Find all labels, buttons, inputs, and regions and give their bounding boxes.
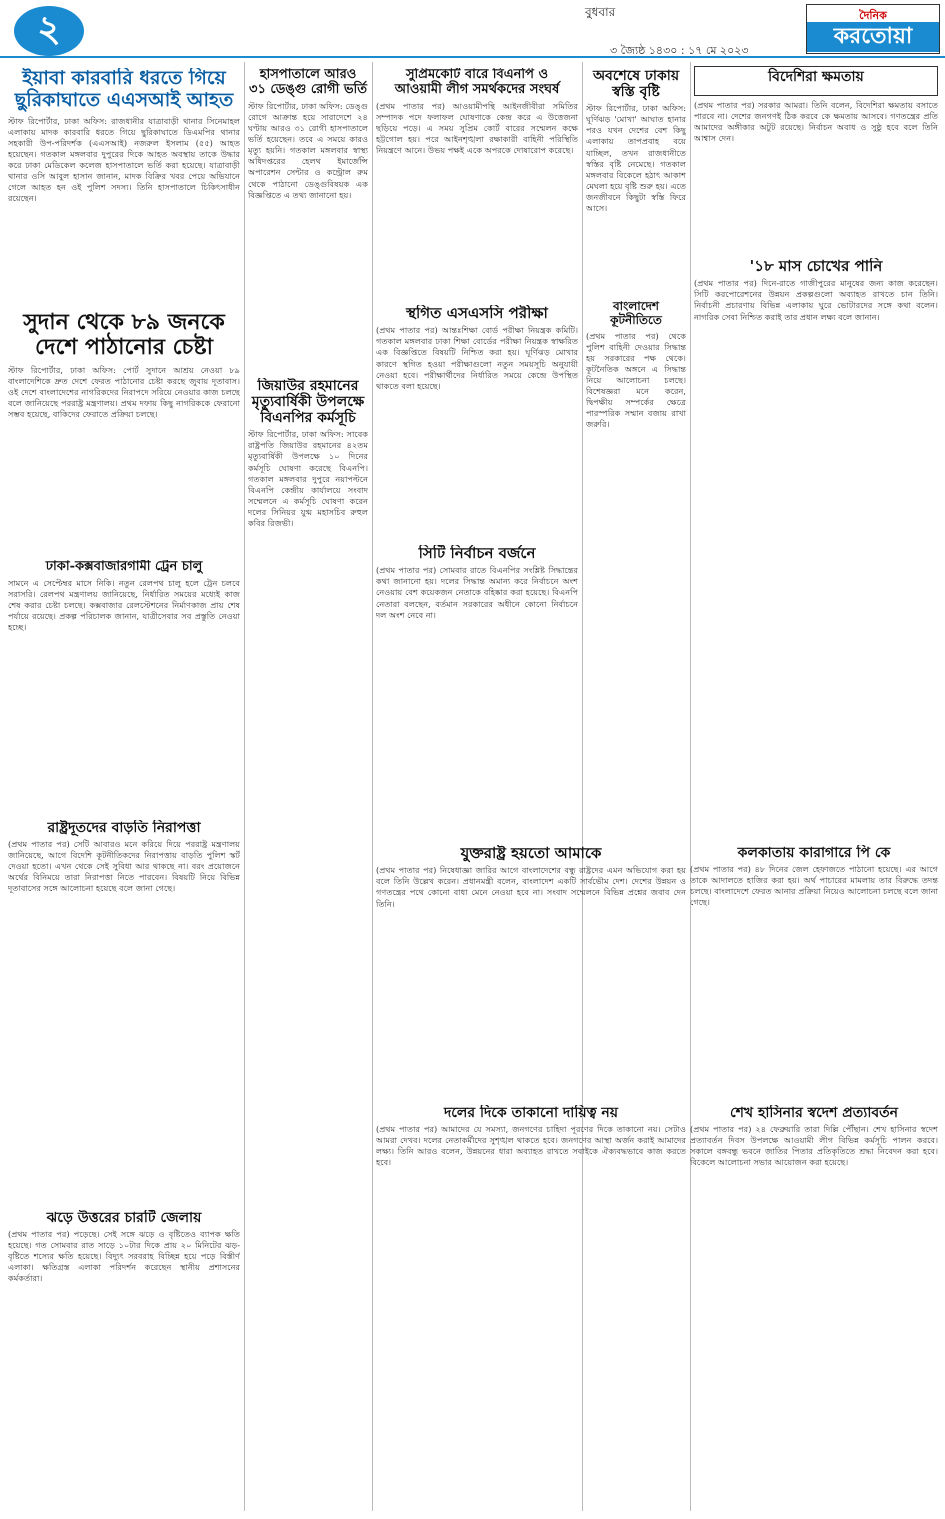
story-body: স্টাফ রিপোর্টার, ঢাকা অফিস: রাজধানীর যাত্রাবাড়ী থানার সিনেমাহল এলাকায় মাদক কারবারি ধরতে গিয়ে ছুরিকাঘাতে ডিএমপির থানার সহকারী উপ-পরিদর্শক (এএসআই) নজরুল ইসলাম (৫৫) আহত হয়েছেন। গতকাল মঙ্গলবার দুপুরের দিকে আহত অবস্থায় তাকে উদ্ধার করে ঢাকা মেডিকেল কলেজ হাসপাতালে ভর্তি করা হয়েছে। যাত্রাবাড়ী থানার ওসি আবুল হাসান জানান, মাদক বিক্রির খবর পেয়ে অভিযানে গেলে আহত হন ওই পুলিশ সদস্য। তিনি হাসপাতালে চিকিৎসাধীন রয়েছেন।: [8, 115, 240, 204]
headline: সিটি নির্বাচন বর্জনে: [418, 545, 536, 562]
story-body: (প্রথম পাতার পর) দিনে-রাতে গাজীপুরের মানুষের জন্য কাজ করেছেন। সিটি করপোরেশনের উন্নয়ন প্রকল্পগুলো অব্যাহত রাখতে চান তিনি। নির্বাচনী প্রচারণায় বিভিন্ন এলাকায় ঘুরে ভোটারদের সঙ্গে কথা বলেন। নাগরিক সেবা নিশ্চিত করাই তার প্রধান লক্ষ্য বলে জানান।: [694, 278, 938, 322]
logo-name: করতোয়া: [807, 22, 939, 52]
story-supreme: [376, 68, 578, 298]
story-embassy: [8, 820, 240, 1200]
headline: '১৮ মাস চোখের পানি: [749, 258, 883, 275]
story-cyclone: [8, 1210, 240, 1510]
story-hasina-return: [690, 1105, 938, 1510]
headline: জিয়াউর রহমানের মৃত্যুবার্ষিকী উপলক্ষে বিএনপির কর্মসূচি: [251, 378, 365, 427]
story-body: স্টাফ রিপোর্টার, ঢাকা অফিস: পোর্ট সুদানে আশ্রয় নেওয়া ৮৯ বাংলাদেশিকে দ্রুত দেশে ফেরত পাঠানোর চেষ্টা করছে জুবায় দূতাবাস। ওই দেশে বাংলাদেশের নাগরিকদের নিরাপদে সরিয়ে নেওয়ার কাজ চলছে বলে জানিয়েছে পররাষ্ট্র মন্ত্রণালয়। প্রথম দফায় কিছু নাগরিককে ফেরানো সম্ভব হয়েছে, বাকিদের ফেরাতে প্রক্রিয়া চলছে।: [8, 364, 240, 419]
story-body: (প্রথম পাতার পর) আমাদের যে সমস্যা, জনগণের চাহিদা পূরণের দিকে তাকানো নয়। সেটাও আমরা দেখব। দলের নেতাকর্মীদের সুশৃঙ্খল থাকতে হবে। জনগণের আস্থা অর্জন করাই আমাদের লক্ষ্য। তিনি আরও বলেন, উন্নয়নের ধারা অব্যাহত রাখতে সবাইকে ঐক্যবদ্ধভাবে কাজ করতে হবে।: [376, 1124, 686, 1168]
story-abroad: [694, 100, 938, 250]
story-zia: [248, 378, 368, 798]
headline: রাষ্ট্রদূতদের বাড়তি নিরাপত্তা: [47, 820, 201, 836]
story-city: [376, 545, 578, 835]
dateline: ৩ জ্যৈষ্ঠ ১৪৩০ : ১৭ মে ২০২৩: [610, 44, 749, 57]
story-body: স্টাফ রিপোর্টার, ঢাকা অফিস: সাবেক রাষ্ট্রপতি জিয়াউর রহমানের ৪২তম মৃত্যুবার্ষিকী উপলক্ষে ১০ দিনের কর্মসূচি ঘোষণা করেছে বিএনপি। গতকাল মঙ্গলবার দুপুরে নয়াপল্টনে বিএনপি কেন্দ্রীয় কার্যালয়ে সংবাদ সম্মেলনে এ কর্মসূচি ঘোষণা করেন দলের সিনিয়র যুগ্ম মহাসচিব রুহুল কবির রিজভী।: [248, 429, 368, 529]
story-kolkata: [690, 845, 938, 1095]
story-body: (প্রথম পাতার পর) নিষেধাজ্ঞা জারির আগে বাংলাদেশের বন্ধু রাষ্ট্রদের এমন অভিযোগ করা হয় বলে তিনি উল্লেখ করেন। প্রধানমন্ত্রী বলেন, বাংলাদেশ একটি সার্বভৌম দেশ। দেশের উন্নয়ন ও গণতন্ত্রের পথে কোনো বাধা মেনে নেওয়া হবে না। সংবাদ সম্মেলনে বিভিন্ন প্রশ্নের জবাব দেন তিনি।: [376, 865, 686, 909]
story-body: সামনে এ সেপ্টেম্বর মাসে নিকি। নতুন রেলপথ চালু হলে ট্রেন চলবে সরাসরি। রেলপথ মন্ত্রণালয় জানিয়েছে, নির্ধারিত সময়ের মধ্যেই কাজ শেষ করার চেষ্টা চলছে। কক্সবাজার রেলস্টেশনের নির্মাণকাজ প্রায় শেষ পর্যায়ে রয়েছে। প্রকল্প পরিচালক জানান, যাত্রীসেবার সব প্রস্তুতি নেওয়া হচ্ছে।: [8, 577, 240, 633]
story-usa: [376, 845, 686, 1095]
story-body: (প্রথম পাতার পর) ২৪ ফেব্রুয়ারি তারা দিল্লি পৌঁছান। শেখ হাসিনার স্বদেশ প্রত্যাবর্তন দিবস উপলক্ষে আওয়ামী লীগ বিভিন্ন কর্মসূচি পালন করবে। সকালে বঙ্গবন্ধু ভবনে জাতির পিতার প্রতিকৃতিতে শ্রদ্ধা নিবেদন করা হবে। বিকেলে আলোচনা সভার আয়োজন করা হয়েছে।: [690, 1124, 938, 1168]
headline: সুদান থেকে ৮৯ জনকে দেশে পাঠানোর চেষ্টা: [23, 310, 225, 361]
story-body: (প্রথম পাতার পর) সোমবার রাতে বিএনপির সংশ্লিষ্ট সিদ্ধান্তের কথা জানানো হয়। দলের সিদ্ধান্ত অমান্য করে নির্বাচনে অংশ নেওয়ায় বেশ কয়েকজন নেতাকে বহিষ্কার করা হয়েছে। বিএনপি নেতারা বলছেন, বর্তমান সরকারের অধীনে কোনো নির্বাচনে দল অংশ নেবে না।: [376, 565, 578, 620]
logo-small-text: দৈনিক: [859, 9, 887, 22]
story-body: স্টাফ রিপোর্টার, ঢাকা অফিস: ডেঙ্গু রোগে আক্রান্ত হয়ে সারাদেশে ২৪ ঘণ্টায় আরও ৩১ রোগী হাসপাতালে ভর্তি হয়েছেন। তবে এ সময়ে কারও মৃত্যু হয়নি। গতকাল মঙ্গলবার স্বাস্থ্য অধিদপ্তরের হেলথ ইমার্জেন্সি অপারেশন সেন্টার ও কন্ট্রোল রুম থেকে পাঠানো ডেঙ্গুবিষয়ক এক বিজ্ঞপ্তিতে এ তথ্য জানানো হয়।: [248, 100, 368, 200]
story-dhaka-rain: [586, 68, 686, 288]
headline: হাসপাতালে আরও ৩১ ডেঙ্গু রোগী ভর্তি: [249, 68, 367, 97]
story-body: (প্রথম পাতার পর) পড়েছে। সেই সঙ্গে ঝড়ে ও বৃষ্টিতেও ব্যাপক ক্ষতি হয়েছে। গত সোমবার রাত সাড়ে ১০টার দিকে প্রায় ২০ মিনিটের ঝড়-বৃষ্টিতে শস্যের ক্ষতি হয়েছে। বিদ্যুৎ সরবরাহ বিচ্ছিন্ন হয়ে পড়ে বিস্তীর্ণ এলাকা। ক্ষতিগ্রস্ত এলাকা পরিদর্শন করেছেন স্থানীয় প্রশাসনের কর্মকর্তারা।: [8, 1229, 240, 1284]
story-kurigram: [8, 560, 240, 810]
story-dengue: [248, 68, 368, 368]
headline: স্থগিত এসএসসি পরীক্ষা: [406, 305, 548, 322]
headline: বিদেশিরা ক্ষমতায়: [768, 69, 864, 85]
headline: সুপ্রিমকোর্ট বারে বিএনপি ও আওয়ামী লীগ সমর্থকদের সংঘর্ষ: [394, 68, 560, 97]
headline: শেখ হাসিনার স্বদেশ প্রত্যাবর্তন: [729, 1105, 899, 1121]
masthead: [0, 0, 945, 62]
column-divider: [372, 62, 373, 1511]
story-body: (প্রথম পাতার পর) আওয়ামীপন্থি আইনজীবীরা সমিতির সম্পাদক পদে ফলাফল ঘোষণাকে কেন্দ্র করে এ উত্তেজনা ছড়িয়ে পড়ে। এ সময় সুপ্রিম কোর্ট বারের সম্মেলন কক্ষে হট্টগোল হয়। পরে আইনশৃঙ্খলা রক্ষাকারী বাহিনী পরিস্থিতি নিয়ন্ত্রণে আনে। উভয় পক্ষই একে অপরকে দোষারোপ করেছে।: [376, 100, 578, 156]
weekday: বুধবার: [585, 5, 616, 19]
story-sudan: [8, 310, 240, 550]
story-body: (প্রথম পাতার পর) ৪৮ দিনের জেল হেফাজতে পাঠানো হয়েছে। এর আগে তাকে আদালতে হাজির করা হয়। অর্থ পাচারের মামলায় তার বিরুদ্ধে তদন্ত চলছে। বাংলাদেশে ফেরত আনার প্রক্রিয়া নিয়েও আলোচনা চলছে বলে জানা গেছে।: [690, 864, 938, 908]
headline: ঝড়ে উত্তরের চারটি জেলায়: [46, 1210, 202, 1226]
story-party: [376, 1105, 686, 1510]
story-eyes: [694, 258, 938, 838]
story-body: (প্রথম পাতার পর) আন্তঃশিক্ষা বোর্ড পরীক্ষা নিয়ন্ত্রক কমিটি। গতকাল মঙ্গলবার ঢাকা শিক্ষা বোর্ডের পরীক্ষা নিয়ন্ত্রক স্বাক্ষরিত এক বিজ্ঞপ্তিতে বিষয়টি নিশ্চিত করা হয়। ঘূর্ণিঝড় মোখার কারণে স্থগিত হওয়া পরীক্ষাগুলো নতুন সময়সূচি অনুযায়ী নেওয়া হবে। পরীক্ষার্থীদের নির্ধারিত সময়ে কেন্দ্রে উপস্থিত থাকতে বলা হয়েছে।: [376, 325, 578, 391]
story-yaba: [8, 68, 240, 308]
story-body: (প্রথম পাতার পর) সেটি আবারও মনে করিয়ে দিয়ে পররাষ্ট্র মন্ত্রণালয় জানিয়েছে, আগে বিদেশি কূটনীতিকদের নিরাপত্তায় বাড়তি পুলিশ স্কর্ট দেওয়া হতো। এখন থেকে সেই সুবিধা আর থাকছে না। বরং প্রয়োজনে অর্থের বিনিময়ে তারা নিরাপত্তা নিতে পারবেন। বিষয়টি নিয়ে বিভিন্ন দূতাবাসের সঙ্গে আলোচনা হয়েছে বলে জানা গেছে।: [8, 839, 240, 894]
headline: ইয়াবা কারবারি ধরতে গিয়ে ছুরিকাঘাতে এএসআই আহত: [14, 68, 234, 111]
story-abroad-head: [694, 66, 938, 96]
headline: অবশেষে ঢাকায় স্বস্তি বৃষ্টি: [592, 68, 680, 101]
story-body: স্টাফ রিপোর্টার, ঢাকা অফিস: ঘূর্ণিঝড় 'মোখা' আঘাত হানার পরও যখন দেশের বেশ কিছু এলাকায় তাপপ্রবাহ বয়ে যাচ্ছিল, তখন রাজধানীতে স্বস্তির বৃষ্টি নেমেছে। গতকাল মঙ্গলবার বিকেলে হঠাৎ আকাশ মেঘলা হয়ে বৃষ্টি শুরু হয়। এতে জনজীবনে কিছুটা স্বস্তি ফিরে আসে।: [586, 103, 686, 214]
headline: যুক্তরাষ্ট্র হয়তো আমাকে: [460, 845, 602, 862]
headline: কলকাতায় কারাগারে পি কে: [737, 845, 891, 861]
story-body: (প্রথম পাতার পর) সরকার আমরা। তিনি বলেন, বিদেশিরা ক্ষমতায় বসাতে পারবে না। দেশের জনগণই ঠিক করবে কে ক্ষমতায় আসবে। গণতন্ত্রের প্রতি আমাদের অঙ্গীকার অটুট রয়েছে। নির্বাচন অবাধ ও সুষ্ঠু হবে বলে তিনি আশ্বাস দেন।: [694, 100, 938, 144]
masthead-rule: [0, 56, 945, 58]
column-divider: [244, 62, 245, 1511]
headline: বাংলাদেশ কূটনীতিতে: [610, 300, 662, 327]
story-body: (প্রথম পাতার পর) থেকে পুলিশ বাহিনী দেওয়ার সিদ্ধান্ত হয় সরকারের পক্ষ থেকে। কূটনৈতিক অঙ্গনে এ সিদ্ধান্ত নিয়ে আলোচনা চলছে। বিশেষজ্ঞরা মনে করেন, দ্বিপক্ষীয় সম্পর্কের ক্ষেত্রে পারস্পরিক সম্মান বজায় রাখা জরুরি।: [586, 330, 686, 430]
headline: ঢাকা-কক্সবাজারগামী ট্রেন চালু: [45, 560, 203, 574]
newspaper-logo: [806, 4, 940, 54]
story-diplomacy: [586, 300, 686, 830]
page-number-badge: ২: [14, 6, 84, 56]
headline: দলের দিকে তাকানো দায়িত্ব নয়: [443, 1105, 619, 1121]
story-ssc: [376, 305, 578, 535]
